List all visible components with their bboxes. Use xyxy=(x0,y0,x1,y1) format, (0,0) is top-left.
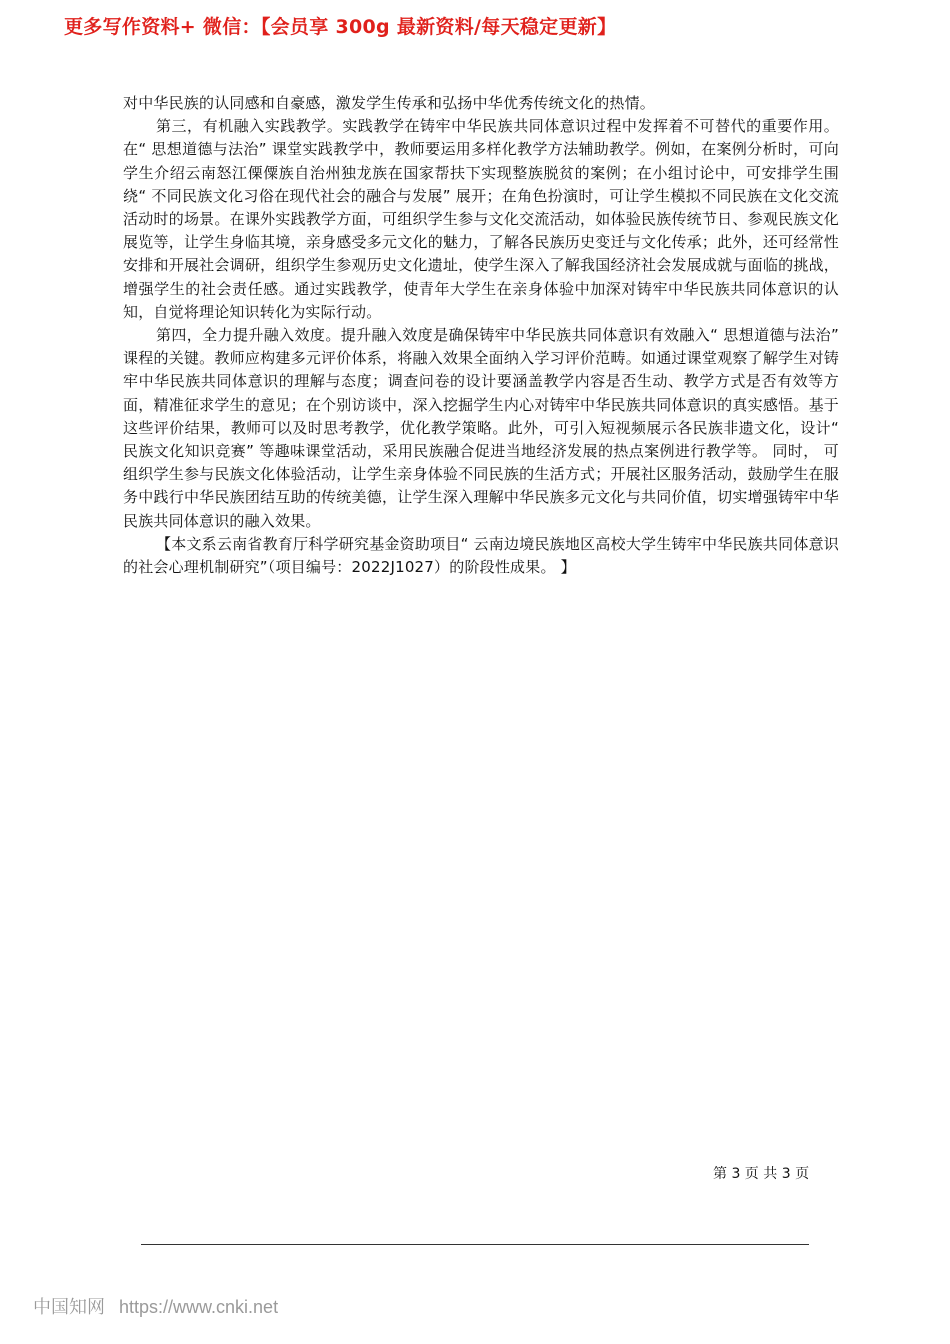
watermark-url: https://www.cnki.net xyxy=(119,1297,279,1317)
paragraph-continuation: 对中华民族的认同感和自豪感，激发学生传承和弘扬中华优秀传统文化的热情。 xyxy=(123,94,656,112)
page-indicator: 第 3 页 共 3 页 xyxy=(713,1166,810,1182)
footer-divider xyxy=(141,1244,809,1245)
cnki-watermark xyxy=(33,1293,278,1319)
watermark-name: 中国知网 xyxy=(33,1297,105,1318)
paragraph-effectiveness: 第四，全力提升融入效度。提升融入效度是确保铸牢中华民族共同体意识有效融入“ 思想道德与法治” 课程的关键。教师应构建多元评价体系，将融入效果全面纳入学习评价范畴。如通过课堂观察了解学生对铸牢中华民族共同体意识的理解与态度；调查问卷的设计要涵盖教学内容是否生动、教学方式是否有效等方面，精准征求学生的意见；在个别访谈中，深入挖掘学生内心对铸牢中华民族共同体意识的真实感悟。基于这些评价结果，教师可以及时思考教学，优化教学策略。此外，可引入短视频展示各民族非遗文化，设计“ 民族文化知识竞赛” 等趣味课堂活动，采用民族融合促进当地经济发展的热点案例进行教学等。 同时， 可组织学生参与民族文化体验活动，让学生亲身体验不同民族的生活方式；开展社区服务活动，鼓励学生在服务中践行中华民族团结互助的传统美德，让学生深入理解中华民族多元文化与共同价值，切实增强铸牢中华民族共同体意识的融入效果。 xyxy=(123,326,839,530)
paragraph-practice-teaching: 第三，有机融入实践教学。实践教学在铸牢中华民族共同体意识过程中发挥着不可替代的重要作用。在“ 思想道德与法治” 课堂实践教学中，教师要运用多样化教学方法辅助教学。例如，在案例分析时，可向学生介绍云南怒江傈僳族自治州独龙族在国家帮扶下实现整族脱贫的案例；在小组讨论中，可安排学生围绕“ 不同民族文化习俗在现代社会的融合与发展” 展开；在角色扮演时，可让学生模拟不同民族在文化交流活动时的场景。在课外实践教学方面，可组织学生参与文化交流活动，如体验民族传统节日、参观民族文化展览等，让学生身临其境，亲身感受多元文化的魅力，了解各民族历史变迁与文化传承；此外，还可经常性安排和开展社会调研，组织学生参观历史文化遗址，使学生深入了解我国经济社会发展成就与面临的挑战，增强学生的社会责任感。通过实践教学，使青年大学生在亲身体验中加深对铸牢中华民族共同体意识的认知，自觉将理论知识转化为实际行动。 xyxy=(123,117,839,321)
article-body xyxy=(123,92,839,579)
promo-banner: 更多写作资料+ 微信：【会员享 300g 最新资料/每天稳定更新】 xyxy=(64,16,617,38)
funding-note: 【本文系云南省教育厅科学研究基金资助项目“ 云南边境民族地区高校大学生铸牢中华民族共同体意识的社会心理机制研究”（项目编号：2022J1027）的阶段性成果。 】 xyxy=(123,534,839,577)
